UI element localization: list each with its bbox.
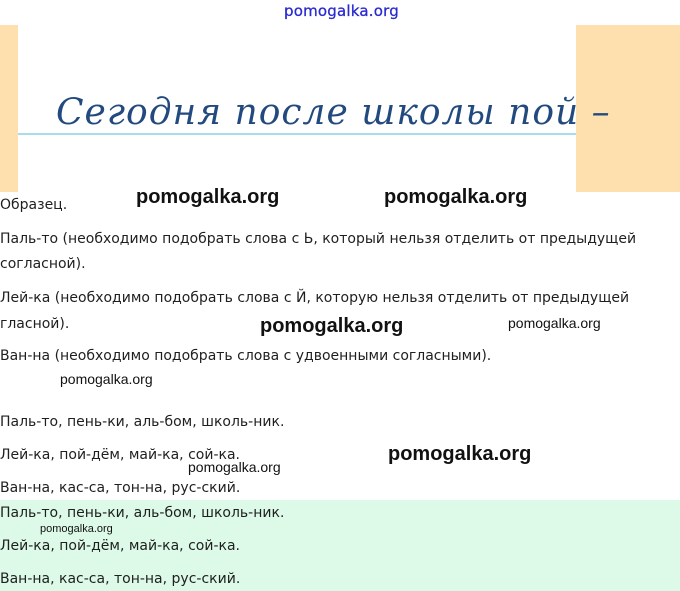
sample-label: Образец. xyxy=(0,197,68,213)
watermark: pomogalka.org xyxy=(388,443,532,465)
peach-band-left xyxy=(0,25,18,192)
answer-row-3: Ван-на, кас-са, тон-на, рус-ский. xyxy=(0,480,241,496)
watermark: pomogalka.org xyxy=(384,186,528,208)
watermark: pomogalka.org xyxy=(60,371,153,387)
handwriting-text: Сегодня после школы пой – xyxy=(56,92,611,133)
palto-instruction-line2: согласной). xyxy=(0,256,86,272)
vanna-instruction: Ван-на (необходимо подобрать слова с удвоенными согласными). xyxy=(0,348,492,364)
top-watermark: pomogalka.org xyxy=(284,2,399,20)
answer-row-2: Лей-ка, пой-дём, май-ка, сой-ка. xyxy=(0,447,240,463)
watermark: pomogalka.org xyxy=(508,315,601,331)
palto-instruction-line1: Паль-то (необходимо подобрать слова с Ь, который нельзя отделить от предыдущей xyxy=(0,231,637,247)
leyka-instruction-line2: гласной). xyxy=(0,316,70,332)
highlighted-row-2: Лей-ка, пой-дём, май-ка, сой-ка. xyxy=(0,538,240,554)
answer-row-1: Паль-то, пень-ки, аль-бом, школь-ник. xyxy=(0,414,285,430)
watermark: pomogalka.org xyxy=(188,459,281,475)
watermark: pomogalka.org xyxy=(40,523,113,535)
highlighted-row-1: Паль-то, пень-ки, аль-бом, школь-ник. xyxy=(0,505,285,521)
watermark: pomogalka.org xyxy=(260,315,404,337)
leyka-instruction-line1: Лей-ка (необходимо подобрать слова с Й, которую нельзя отделить от предыдущей xyxy=(0,290,630,306)
watermark: pomogalka.org xyxy=(136,186,280,208)
highlighted-row-3: Ван-на, кас-са, тон-на, рус-ский. xyxy=(0,571,241,587)
handwriting-baseline xyxy=(18,133,576,135)
